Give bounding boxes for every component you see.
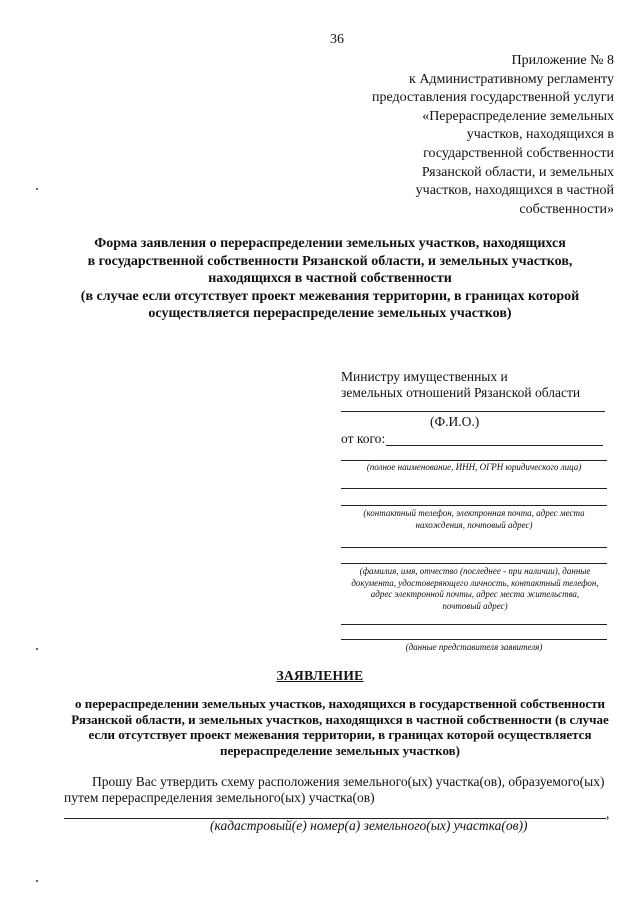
comma-mark: , (606, 806, 610, 821)
caption-line: документа, удостоверяющего личность, контактный телефон, (351, 577, 599, 588)
contacts-caption (341, 508, 607, 531)
subject-line: перераспределение земельных участков) (220, 742, 460, 758)
subject-line: о перераспределении земельных участков, находящихся в государственной собственности (75, 696, 605, 711)
appendix-line: Рязанской области, и земельных (421, 164, 614, 180)
from-label: от кого: (341, 431, 386, 446)
legal-entity-field[interactable] (341, 460, 607, 461)
form-title (40, 235, 620, 323)
caption-line: почтовый адрес) (442, 600, 508, 611)
form-title-line: (в случае если отсутствует проект межевания территории, в границах которой (80, 288, 580, 304)
representative-field-1[interactable] (341, 624, 607, 625)
person-field-1[interactable] (341, 547, 607, 548)
subject-line: Рязанской области, и земельных участков, находящихся в частной собственности (в случае (71, 711, 609, 727)
appendix-block (372, 52, 614, 219)
legal-entity-caption: (полное наименование, ИНН, ОГРН юридического лица) (366, 462, 582, 472)
caption-line: (фамилия, имя, отчество (последнее - при наличии), данные (359, 566, 591, 576)
appendix-line: к Административному регламенту (409, 71, 614, 87)
contacts-field-2[interactable] (341, 505, 607, 506)
appendix-line: Приложение № 8 (511, 53, 614, 68)
appendix-line: «Перераспределение земельных (422, 108, 614, 124)
statement-heading: ЗАЯВЛЕНИЕ (276, 668, 364, 683)
scan-speck (36, 188, 38, 190)
form-title-line: находящихся в частной собственности (208, 271, 452, 287)
appendix-line: участков, находящихся в (466, 127, 614, 143)
form-title-line: в государственной собственности Рязанской области, и земельных участков, (87, 253, 573, 269)
scan-speck (36, 648, 38, 650)
fio-label: (Ф.И.О.) (430, 414, 480, 429)
appendix-line: участков, находящихся в частной (415, 183, 614, 199)
person-field-2[interactable] (341, 563, 607, 564)
form-title-line: Форма заявления о перераспределении земельных участков, находящихся (94, 236, 566, 251)
contacts-field-1[interactable] (341, 488, 607, 489)
caption-line: (контактный телефон, электронная почта, адрес места (363, 508, 585, 518)
addressee-line: земельных отношений Рязанской области (341, 385, 581, 400)
body-line: путем перераспределения земельного(ых) участка(ов) (64, 790, 375, 805)
appendix-line: предоставления государственной услуги (372, 90, 614, 106)
form-title-line: осуществляется перераспределение земельных участков) (148, 306, 512, 322)
statement-subject (60, 696, 620, 758)
addressee-line: Министру имущественных и (341, 369, 508, 384)
appendix-line: государственной собственности (423, 145, 614, 161)
representative-caption: (данные представителя заявителя) (405, 642, 543, 652)
caption-line: адрес электронной почты, адрес места жительства, (370, 589, 580, 599)
addressee-block (341, 369, 580, 401)
appendix-line: собственности» (519, 201, 614, 217)
fio-field[interactable] (341, 411, 605, 412)
page-number: 36 (330, 32, 344, 47)
caption-line: нахождения, почтовый адрес) (415, 519, 533, 530)
representative-field-2[interactable] (341, 639, 607, 640)
person-caption (330, 566, 620, 612)
from-field[interactable] (386, 445, 603, 446)
body-line: Прошу Вас утвердить схему расположения земельного(ых) участка(ов), образуемого(ых) (92, 774, 605, 789)
statement-body (64, 774, 604, 806)
cadastral-caption: (кадастровый(е) номер(а) земельного(ых) участка(ов)) (210, 818, 528, 833)
subject-line: если отсутствует проект межевания территории, в границах которой осуществляется (88, 727, 592, 743)
scan-speck (36, 880, 38, 882)
